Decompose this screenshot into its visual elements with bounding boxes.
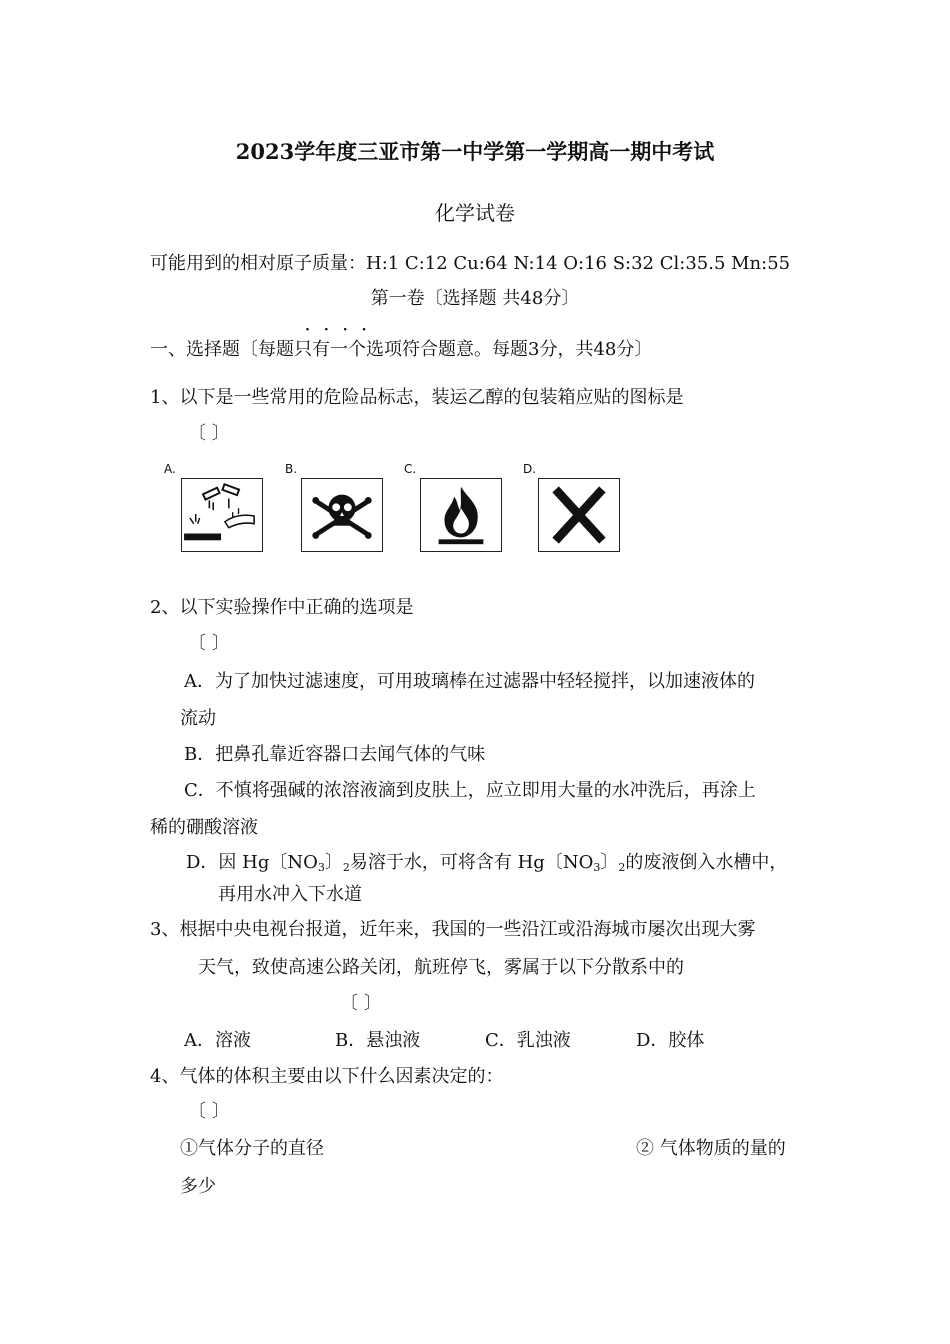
question-4-blank: 〔 〕 (188, 1101, 230, 1122)
sign-a-label: A. (164, 462, 176, 476)
sign-c-label: C. (404, 462, 417, 476)
question-3-option-c: C．乳浊液 (485, 1030, 571, 1051)
exam-subtitle: 化学试卷 (435, 201, 515, 225)
corrosive-icon (181, 478, 263, 552)
question-2-option-d-cont: 再用水冲入下水道 (218, 884, 362, 905)
option-d-text: 的废液倒入水槽中， (625, 852, 788, 873)
option-d-text: 易溶于水，可将含有 Hg〔NO (349, 852, 594, 873)
question-2-blank: 〔 〕 (188, 633, 230, 654)
skull-crossbones-icon (301, 478, 383, 552)
section-heading: 一、选择题〔每题只有一个选项符合题意。每题3分，共48分〕 (150, 339, 653, 360)
question-1-blank: 〔 〕 (188, 423, 230, 444)
exam-title: 2023学年度三亚市第一中学第一学期高一期中考试 (235, 139, 715, 164)
question-2-stem: 2、以下实验操作中正确的选项是 (150, 597, 414, 618)
question-3-stem-cont: 天气，致使高速公路关闭，航班停飞，雾属于以下分散系中的 (198, 957, 684, 978)
option-d-text: 〕 (324, 852, 343, 873)
question-4-item-1: ①气体分子的直径 (180, 1138, 324, 1159)
question-2-option-a-cont: 流动 (180, 708, 216, 729)
question-3-option-b: B．悬浊液 (335, 1030, 421, 1051)
option-d-text: 〕 (600, 852, 619, 873)
question-4-item-2: ② 气体物质的量的 (636, 1138, 786, 1159)
sign-d-label: D. (523, 462, 537, 476)
question-2-option-a: A．为了加快过滤速度，可用玻璃棒在过滤器中轻轻搅拌，以加速液体的 (184, 671, 755, 692)
question-3-stem: 3、根据中央电视台报道，近年来，我国的一些沿江或沿海城市屡次出现大雾 (150, 919, 756, 940)
question-4-stem: 4、气体的体积主要由以下什么因素决定的： (150, 1066, 504, 1087)
question-2-option-b: B．把鼻孔靠近容器口去闻气体的气味 (184, 744, 486, 765)
sign-b-label: B. (285, 462, 298, 476)
question-3-option-a: A．溶液 (184, 1030, 251, 1051)
subscript: 2 (618, 861, 626, 874)
question-2-option-d (186, 851, 787, 880)
question-2-option-c: C．不慎将强碱的浓溶液滴到皮肤上，应立即用大量的水冲洗后，再涂上 (184, 780, 756, 801)
question-4-item-2-cont: 多少 (180, 1176, 216, 1197)
question-1-stem: 1、以下是一些常用的危险品标志，装运乙醇的包装箱应贴的图标是 (150, 387, 684, 408)
question-3-option-d: D．胶体 (636, 1030, 705, 1051)
question-3-blank: 〔 〕 (340, 993, 382, 1014)
subscript: 3 (317, 861, 325, 874)
flame-icon (420, 478, 502, 552)
emphasis-dots: ···· (305, 322, 381, 338)
volume-heading: 第一卷〔选择题 共48分〕 (370, 288, 580, 309)
atomic-masses: 可能用到的相对原子质量：H:1 C:12 Cu:64 N:14 O:16 S:32 Cl:35.5 Mn:55 (150, 253, 791, 274)
harmful-cross-icon (538, 478, 620, 552)
subscript: 3 (593, 861, 601, 874)
subscript: 2 (342, 861, 350, 874)
option-d-text: D．因 Hg〔NO (186, 852, 318, 873)
question-2-option-c-cont: 稀的硼酸溶液 (150, 817, 258, 838)
